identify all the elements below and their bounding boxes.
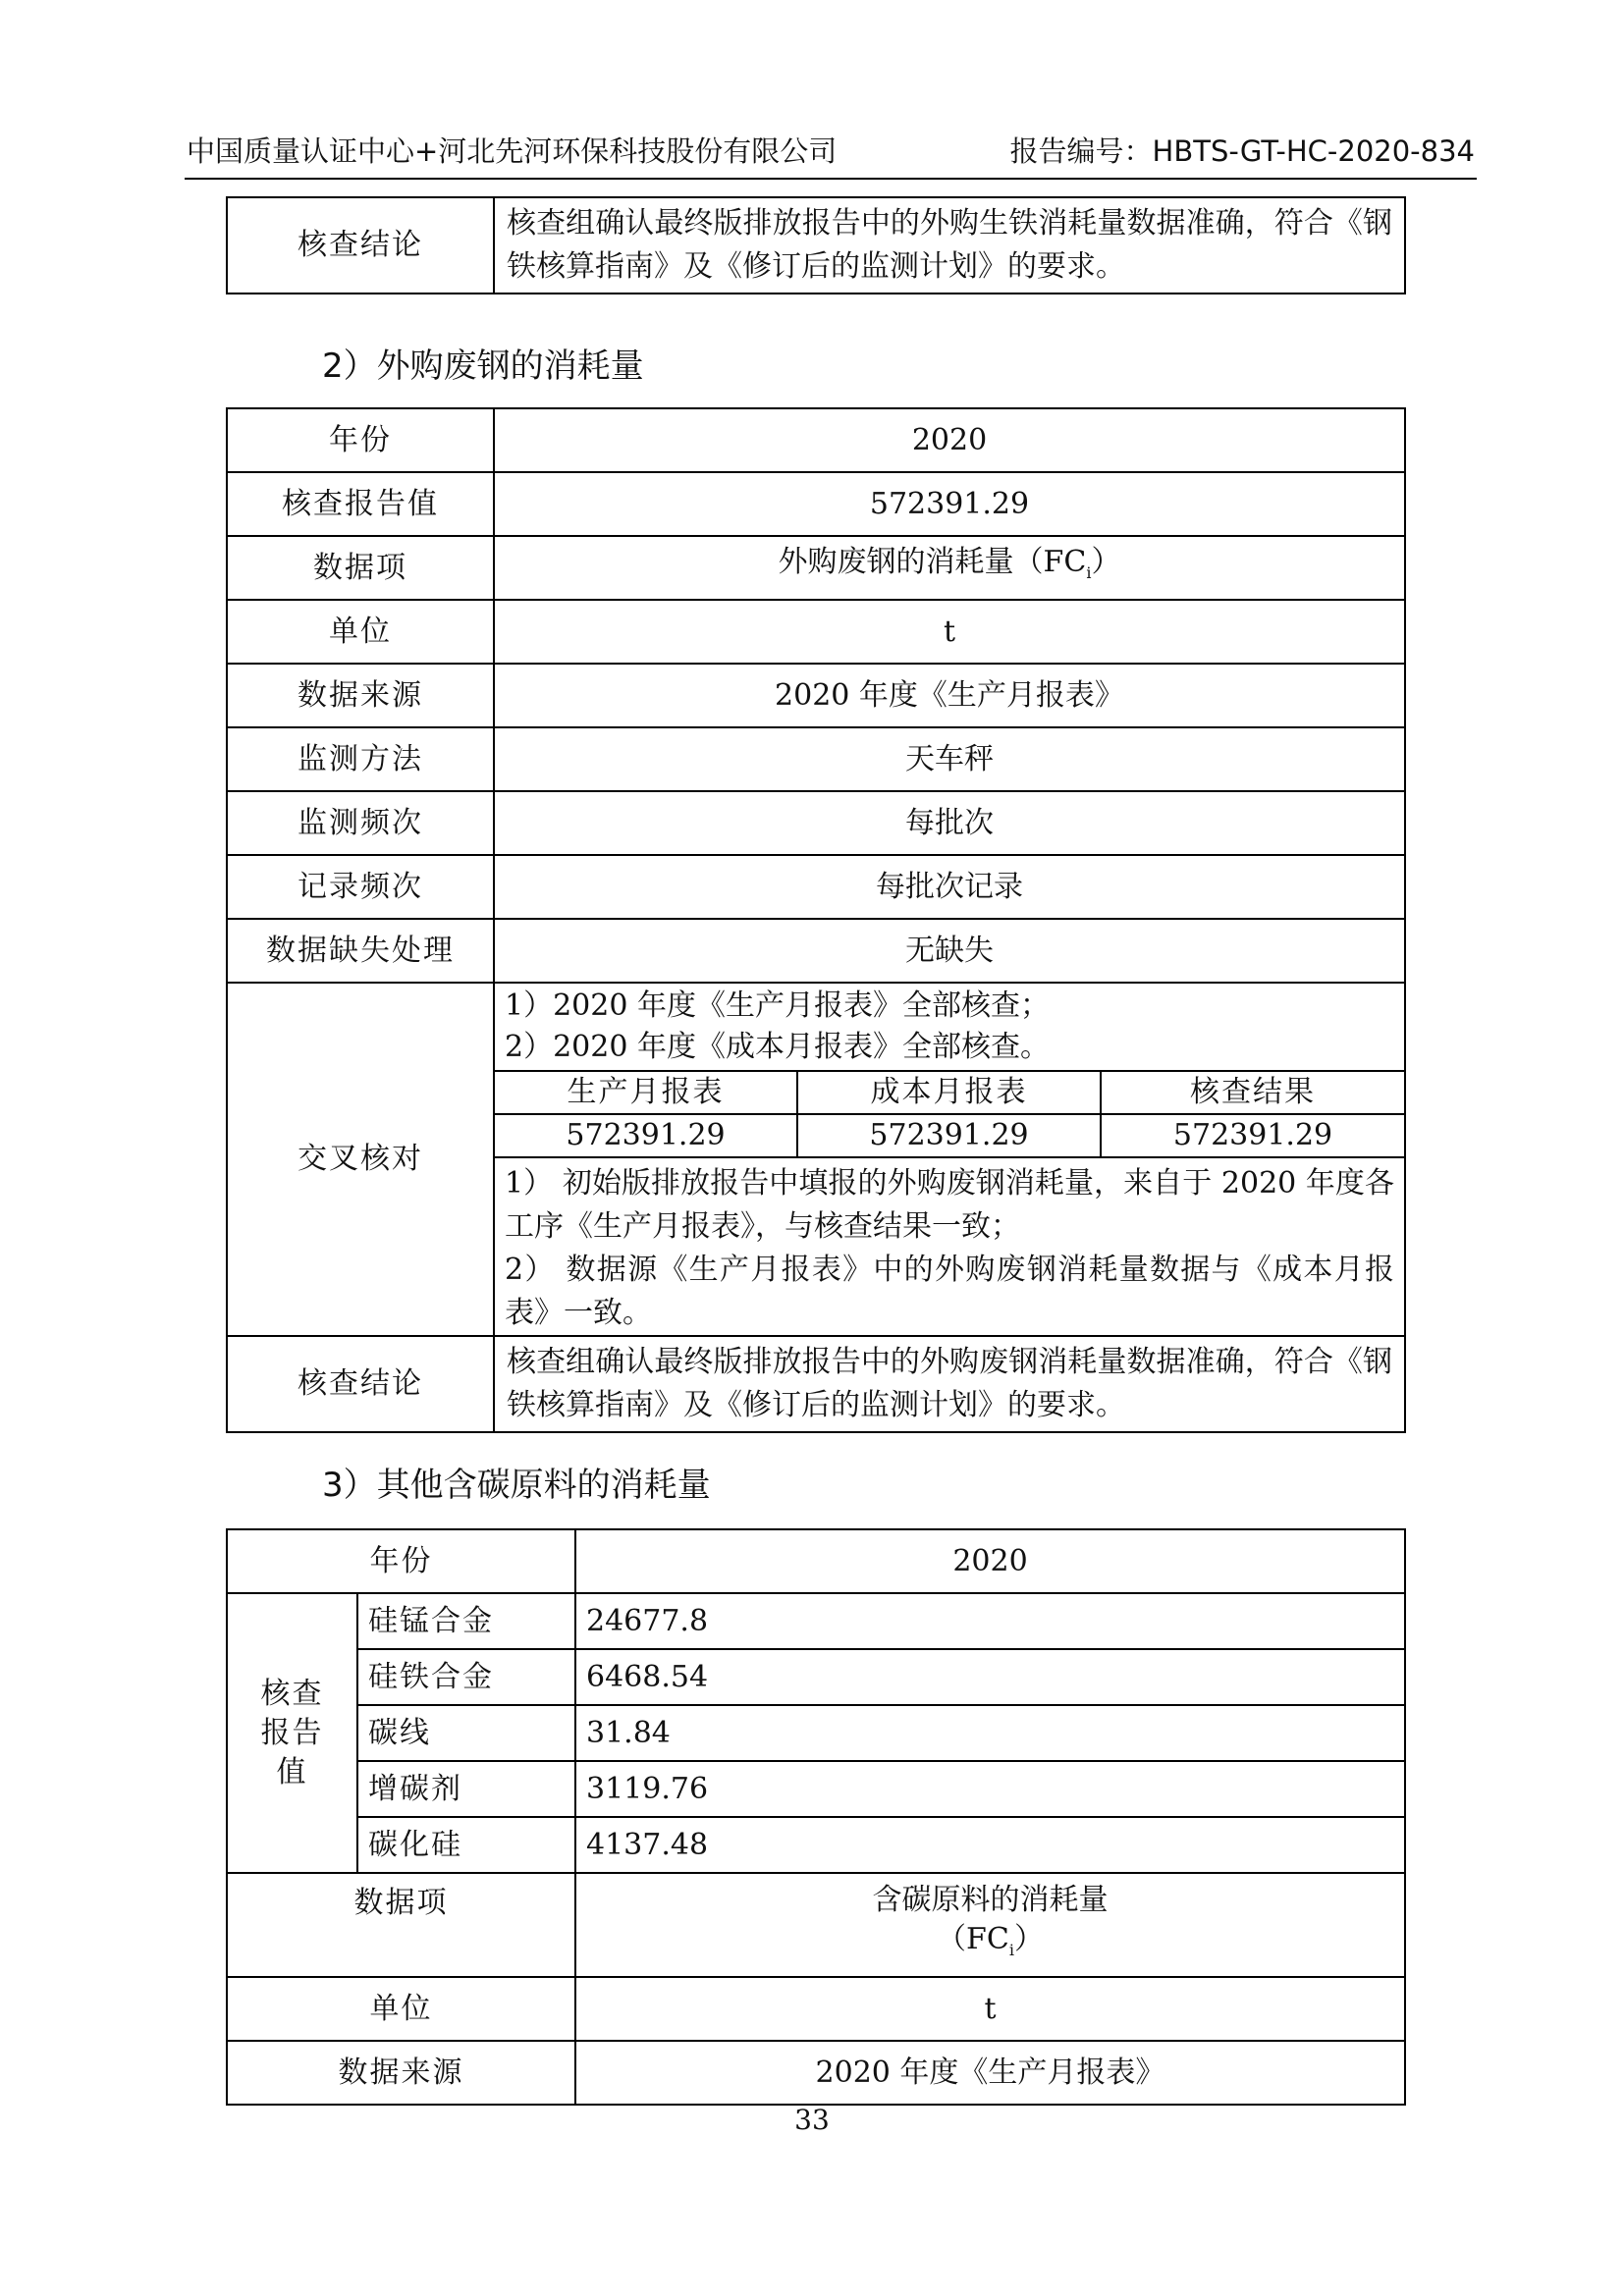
data-item-line-2: [586, 1920, 1394, 1970]
material-value: 24677.8: [575, 1593, 1405, 1649]
row-label: 监测方法: [227, 727, 494, 791]
row-value: 无缺失: [494, 919, 1405, 983]
row-value: 572391.29: [494, 472, 1405, 536]
subtable-header: 成本月报表: [797, 1071, 1101, 1114]
subtable-header: 核查结果: [1101, 1071, 1405, 1114]
row-label: 单位: [227, 600, 494, 664]
report-value-label: 核查报告值: [227, 1593, 357, 1873]
row-value: 每批次记录: [494, 855, 1405, 919]
row-value: 2020: [494, 408, 1405, 472]
data-item-fc: （FC: [937, 1921, 1009, 1956]
page-number: 33: [794, 2104, 830, 2136]
carbon-materials-table: [226, 1528, 1406, 2106]
year-value: 2020: [575, 1529, 1405, 1593]
year-label: 年份: [227, 1529, 575, 1593]
row-value: 2020 年度《生产月报表》: [494, 664, 1405, 727]
top-conclusion-table: [226, 196, 1406, 294]
material-value: 6468.54: [575, 1649, 1405, 1705]
row-label: 年份: [227, 408, 494, 472]
conclusion-label: 核查结论: [227, 1336, 494, 1432]
row-value: t: [494, 600, 1405, 664]
header-divider: [185, 178, 1477, 180]
conclusion-label: 核查结论: [227, 197, 494, 294]
material-value: 4137.48: [575, 1817, 1405, 1873]
material-value: 31.84: [575, 1705, 1405, 1761]
data-item-label: 数据项: [227, 1873, 575, 1977]
cross-check-cell: [494, 983, 1405, 1336]
header-organization: 中国质量认证中心+河北先河环保科技股份有限公司: [187, 134, 838, 168]
conclusion-text: 核查组确认最终版排放报告中的外购废钢消耗量数据准确，符合《钢铁核算指南》及《修订后的监测计划》的要求。: [494, 1336, 1405, 1432]
unit-value: t: [575, 1977, 1405, 2041]
material-name: 碳线: [357, 1705, 575, 1761]
cross-check-note-1: 1） 初始版排放报告中填报的外购废钢消耗量，来自于 2020 年度各工序《生产月报表》，与核查结果一致；: [505, 1166, 1394, 1244]
material-name: 硅铁合金: [357, 1649, 575, 1705]
source-label: 数据来源: [227, 2041, 575, 2105]
item-subscript: i: [1086, 563, 1092, 582]
material-name: 硅锰合金: [357, 1593, 575, 1649]
section-3-title: 3）其他含碳原料的消耗量: [322, 1466, 711, 1505]
row-label: 数据缺失处理: [227, 919, 494, 983]
material-value: 3119.76: [575, 1761, 1405, 1817]
cross-check-subtable: [493, 1070, 1406, 1158]
scrap-steel-table: [226, 407, 1406, 1433]
subtable-header: 生产月报表: [494, 1071, 797, 1114]
row-value: 天车秤: [494, 727, 1405, 791]
data-item-suffix: ）: [1013, 1921, 1044, 1956]
subtable-value: 572391.29: [1101, 1114, 1405, 1157]
section-2-title: 2）外购废钢的消耗量: [322, 347, 644, 386]
cross-check-note-2: 2） 数据源《生产月报表》中的外购废钢消耗量数据与《成本月报表》一致。: [505, 1253, 1394, 1330]
row-value: [494, 536, 1405, 600]
data-item-subscript: i: [1008, 1940, 1014, 1959]
row-label: 数据来源: [227, 664, 494, 727]
row-value: 每批次: [494, 791, 1405, 855]
cross-check-intro-2: 2）2020 年度《成本月报表》全部核查。: [505, 1030, 1050, 1064]
row-label: 监测频次: [227, 791, 494, 855]
item-text: 外购废钢的消耗量（FC: [778, 545, 1087, 579]
data-item-value: [575, 1873, 1405, 1977]
conclusion-text: 核查组确认最终版排放报告中的外购生铁消耗量数据准确，符合《钢铁核算指南》及《修订后的监测计划》的要求。: [494, 197, 1405, 294]
data-item-line-1: 含碳原料的消耗量: [872, 1882, 1109, 1917]
subtable-value: 572391.29: [797, 1114, 1101, 1157]
row-label: 数据项: [227, 536, 494, 600]
source-value: 2020 年度《生产月报表》: [575, 2041, 1405, 2105]
header-report-number: 报告编号：HBTS-GT-HC-2020-834: [1009, 134, 1475, 168]
material-name: 增碳剂: [357, 1761, 575, 1817]
subtable-value: 572391.29: [494, 1114, 797, 1157]
cross-check-intro-1: 1）2020 年度《生产月报表》全部核查；: [505, 988, 1050, 1023]
item-suffix: ）: [1091, 545, 1121, 579]
row-label: 核查报告值: [227, 472, 494, 536]
cross-check-label: 交叉核对: [227, 983, 494, 1336]
row-label: 记录频次: [227, 855, 494, 919]
unit-label: 单位: [227, 1977, 575, 2041]
material-name: 碳化硅: [357, 1817, 575, 1873]
